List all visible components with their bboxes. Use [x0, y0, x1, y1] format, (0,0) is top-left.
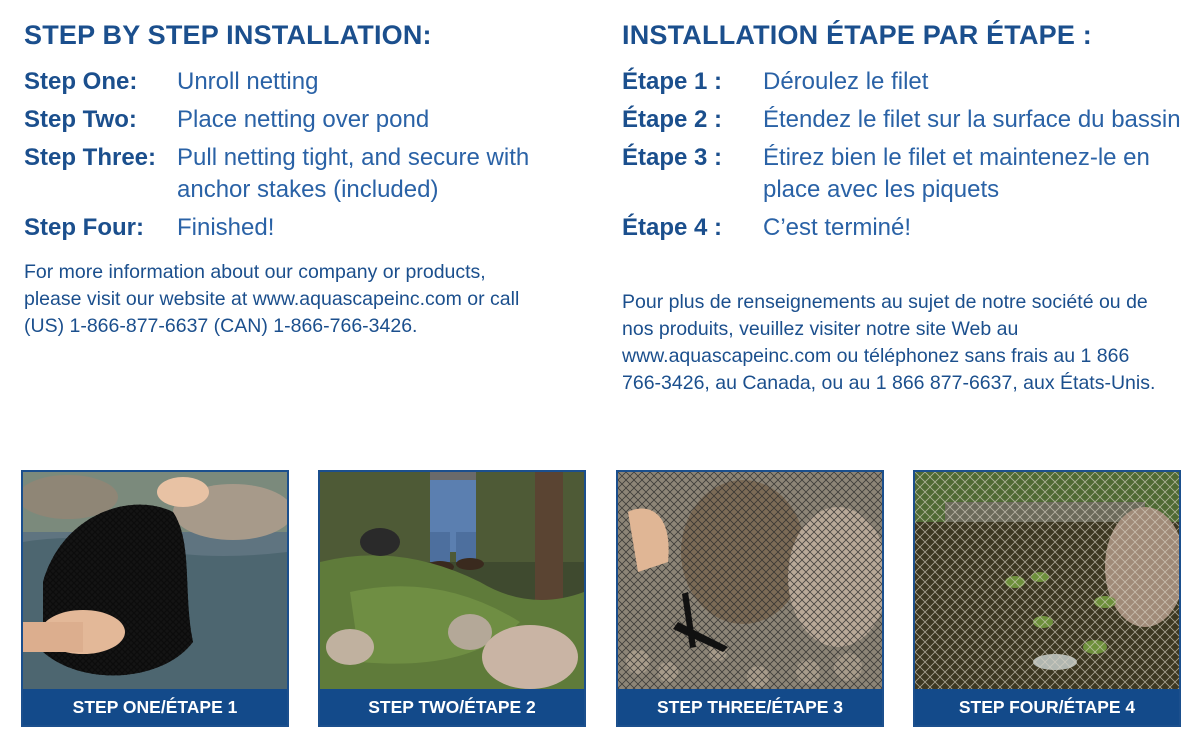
- step-text: Place netting over pond: [177, 106, 430, 133]
- photo-step-three: [616, 470, 884, 727]
- french-step-3: [622, 142, 1182, 206]
- french-step-2: [622, 104, 1182, 136]
- photo-caption: STEP TWO/ÉTAPE 2: [320, 689, 584, 725]
- french-contact-info: Pour plus de renseignements au sujet de notre société ou de nos produits, veuillez visiter notre site Web au www.aquascapeinc.com ou téléphonez sans frais au 1 866 766-3426, au Canada, ou au 1 866 877-6637, aux États-Unis.: [622, 291, 1156, 394]
- step-label: Étape 2 :: [622, 106, 723, 133]
- step-text: Unroll netting: [177, 68, 319, 95]
- photo-step-two: [318, 470, 586, 727]
- step-text: C’est terminé!: [763, 214, 912, 241]
- english-title: STEP BY STEP INSTALLATION:: [24, 20, 432, 50]
- secure-netting-illustration: [618, 472, 882, 689]
- step-label: Step One:: [24, 68, 138, 95]
- step-text: Finished!: [177, 214, 275, 241]
- photo-step-four: [913, 470, 1181, 727]
- step-text: Pull netting tight, and secure with anchor stakes (included): [177, 144, 530, 203]
- step-label: Étape 4 :: [622, 214, 723, 241]
- place-netting-illustration: [320, 472, 584, 689]
- unroll-netting-illustration: [23, 472, 287, 689]
- step-text: Étendez le filet sur la surface du bassin: [763, 106, 1181, 133]
- step-label: Étape 3 :: [622, 144, 723, 171]
- finished-pond-illustration: [915, 472, 1179, 689]
- english-step-1: [24, 66, 584, 98]
- photo-step-one: [21, 470, 289, 727]
- french-step-1: [622, 66, 1182, 98]
- photo-caption: STEP ONE/ÉTAPE 1: [23, 689, 287, 725]
- step-label: Step Three:: [24, 144, 157, 171]
- french-step-4: [622, 212, 1182, 244]
- step-label: Step Four:: [24, 214, 144, 241]
- step-text: Déroulez le filet: [763, 68, 929, 95]
- photo-caption: STEP THREE/ÉTAPE 3: [618, 689, 882, 725]
- step-label: Étape 1 :: [622, 68, 723, 95]
- photo-caption: STEP FOUR/ÉTAPE 4: [915, 689, 1179, 725]
- english-step-2: [24, 104, 584, 136]
- step-label: Step Two:: [24, 106, 137, 133]
- french-steps: [622, 66, 1182, 250]
- step-text: Étirez bien le filet et maintenez-le en place avec les piquets: [763, 144, 1150, 203]
- english-steps: [24, 66, 584, 250]
- english-contact-info: For more information about our company or products, please visit our website at www.aquascapeinc.com or call (US) 1-866-877-6637 (CAN) 1-866-766-3426.: [24, 261, 520, 337]
- french-title: INSTALLATION ÉTAPE PAR ÉTAPE :: [622, 20, 1092, 50]
- english-step-3: [24, 142, 584, 206]
- english-step-4: [24, 212, 584, 244]
